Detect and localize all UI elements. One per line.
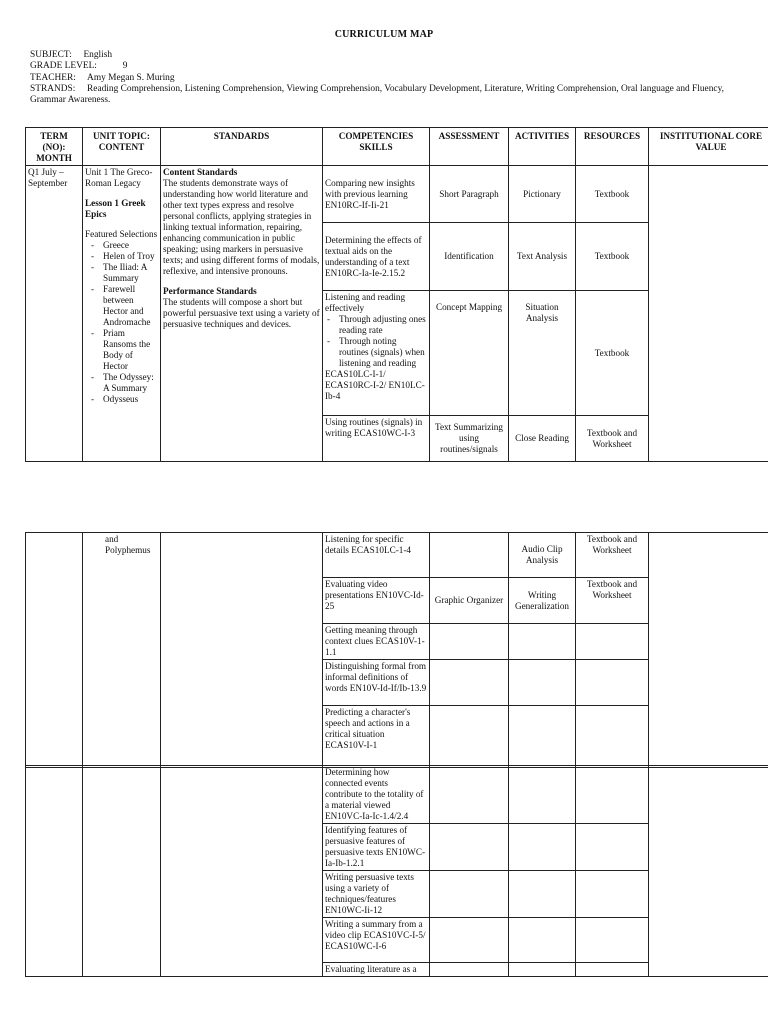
header-unit: UNIT TOPIC: CONTENT [83, 128, 161, 166]
competency-cell: Comparing new insights with previous learning EN10RC-If-Ii-21 [323, 166, 430, 223]
header-resources: RESOURCES [576, 128, 649, 166]
assessment-cell [430, 871, 509, 918]
teacher-label: TEACHER: [30, 72, 76, 83]
competency-codes: ECAS10LC-I-1/ ECAS10RC-I-2/ EN10LC-Ib-4 [325, 369, 425, 401]
competency-cell [323, 291, 430, 416]
activity-cell [509, 766, 576, 824]
assessment-cell: Text Summarizing using routines/signals [430, 416, 509, 462]
curriculum-table-3 [25, 765, 768, 977]
resource-cell: Textbook [576, 291, 649, 416]
assessment-cell [430, 533, 509, 578]
unit-cell [83, 533, 161, 768]
list-item: - Through noting routines (signals) when listening and reading [327, 336, 427, 369]
resource-cell [576, 624, 649, 660]
curriculum-table-1 [25, 127, 768, 462]
resource-cell: Textbook and Worksheet [576, 578, 649, 624]
assessment-cell: Concept Mapping [430, 291, 509, 416]
resource-cell: Textbook [576, 166, 649, 223]
list-item: - The Odyssey: A Summary [91, 372, 158, 394]
document-meta [30, 50, 745, 106]
standards-cell [161, 533, 323, 768]
list-item: - The Iliad: A Summary [91, 262, 158, 284]
header-core-value: INSTITUTIONAL CORE VALUE [649, 128, 768, 166]
unit-continued: and Polyphemus [105, 534, 151, 555]
competency-cell: Determining the effects of textual aids on the understanding of a text EN10RC-Ia-Ie-2.15.2 [323, 223, 430, 291]
competency-cell: Getting meaning through context clues ECAS10V-1-1.1 [323, 624, 430, 660]
content-standards-text: The students demonstrate ways of understanding how world literature and other text types express and resolve personal conflicts, applying strategies in linking textual information, repairing, enhancing communication in public speaking; using markers in persuasive texts; and using different forms of modals, reflexive, and intensive pronouns. [163, 178, 320, 276]
competency-intro: Listening and reading effectively [325, 292, 406, 313]
competency-cell: Determining how connected events contribute to the totality of a material viewed EN10VC-Ia-Ic-1.4/2.4 [323, 766, 430, 824]
competency-cell: Listening for specific details ECAS10LC-1-4 [323, 533, 430, 578]
grade-label: GRADE LEVEL: [30, 61, 97, 72]
resource-cell [576, 963, 649, 977]
performance-standards-heading: Performance Standards [163, 286, 257, 296]
subject-value: English [83, 50, 113, 60]
header-assessment: ASSESSMENT [430, 128, 509, 166]
assessment-cell: Short Paragraph [430, 166, 509, 223]
assessment-cell [430, 624, 509, 660]
assessment-cell: Identification [430, 223, 509, 291]
list-item: - Greece [91, 240, 158, 251]
competency-cell: Writing a summary from a video clip ECAS10VC-I-5/ ECAS10WC-I-6 [323, 918, 430, 963]
unit-title: Unit 1 The Greco-Roman Legacy [85, 167, 153, 188]
content-standards-heading: Content Standards [163, 167, 238, 177]
activity-cell: Situation Analysis [509, 291, 576, 416]
activity-cell: Writing Generalization [509, 578, 576, 624]
activity-cell: Audio Clip Analysis [509, 533, 576, 578]
competency-cell: Using routines (signals) in writing ECAS10WC-I-3 [323, 416, 430, 462]
term-cell [26, 533, 83, 768]
list-item: - Helen of Troy [91, 251, 158, 262]
resource-cell: Textbook and Worksheet [576, 533, 649, 578]
unit-cell [83, 166, 161, 462]
resource-cell [576, 766, 649, 824]
assessment-cell [430, 918, 509, 963]
assessment-cell [430, 963, 509, 977]
activity-cell: Close Reading [509, 416, 576, 462]
subject-label: SUBJECT: [30, 50, 72, 60]
competency-cell: Evaluating literature as a [323, 963, 430, 977]
activity-cell [509, 918, 576, 963]
list-item: - Farewell between Hector and Andromache [91, 284, 158, 328]
core-value-cell [649, 766, 768, 977]
activity-cell: Pictionary [509, 166, 576, 223]
competency-cell: Evaluating video presentations EN10VC-Id-25 [323, 578, 430, 624]
activity-cell [509, 624, 576, 660]
core-value-cell [649, 166, 768, 462]
activity-cell [509, 824, 576, 871]
activity-cell [509, 660, 576, 706]
resource-cell [576, 871, 649, 918]
resource-cell [576, 824, 649, 871]
lesson-title: Lesson 1 Greek Epics [85, 198, 146, 219]
standards-cell [161, 166, 323, 462]
strands-value: Reading Comprehension, Listening Comprehension, Viewing Comprehension, Vocabulary Development, Literature, Writing Comprehension, Oral language and Fluency, Grammar Awareness. [30, 83, 724, 106]
core-value-cell [649, 533, 768, 768]
list-item: - Through adjusting ones reading rate [327, 314, 427, 336]
assessment-cell [430, 824, 509, 871]
activity-cell [509, 963, 576, 977]
standards-cell [161, 766, 323, 977]
competency-cell: Writing persuasive texts using a variety of techniques/features EN10WC-Ii-12 [323, 871, 430, 918]
assessment-cell [430, 766, 509, 824]
activity-cell [509, 871, 576, 918]
competency-cell: Distinguishing formal from informal definitions of words EN10V-Id-If/Ib-13.9 [323, 660, 430, 706]
strands-label: STRANDS: [30, 83, 76, 94]
competency-cell: Predicting a character's speech and actions in a critical situation ECAS10V-I-1 [323, 706, 430, 768]
unit-cell [83, 766, 161, 977]
list-item: - Priam Ransoms the Body of Hector [91, 328, 158, 372]
activity-cell: Text Analysis [509, 223, 576, 291]
header-activities: ACTIVITIES [509, 128, 576, 166]
featured-label: Featured Selections [85, 229, 158, 239]
assessment-cell: Graphic Organizer [430, 578, 509, 624]
competency-cell: Identifying features of persuasive features of persuasive texts EN10WC-Ia-Ib-1.2.1 [323, 824, 430, 871]
performance-standards-text: The students will compose a short but powerful persuasive text using a variety of persuasive techniques and devices. [163, 297, 320, 329]
assessment-cell [430, 706, 509, 768]
resource-cell [576, 660, 649, 706]
header-competencies: COMPETENCIES SKILLS [323, 128, 430, 166]
teacher-value: Amy Megan S. Muring [87, 72, 175, 83]
assessment-cell [430, 660, 509, 706]
list-item: - Odysseus [91, 394, 158, 405]
term-cell [26, 766, 83, 977]
resource-cell [576, 918, 649, 963]
resource-cell: Textbook and Worksheet [576, 416, 649, 462]
curriculum-table-2 [25, 532, 768, 768]
selection-list [85, 240, 158, 405]
competency-sublist [325, 314, 427, 369]
header-term: TERM (NO): MONTH [26, 128, 83, 166]
grade-value: 9 [122, 61, 128, 72]
activity-cell [509, 706, 576, 768]
page-title: CURRICULUM MAP [334, 29, 434, 40]
resource-cell [576, 706, 649, 768]
header-standards: STANDARDS [161, 128, 323, 166]
term-cell: Q1 July – September [26, 166, 83, 462]
resource-cell: Textbook [576, 223, 649, 291]
